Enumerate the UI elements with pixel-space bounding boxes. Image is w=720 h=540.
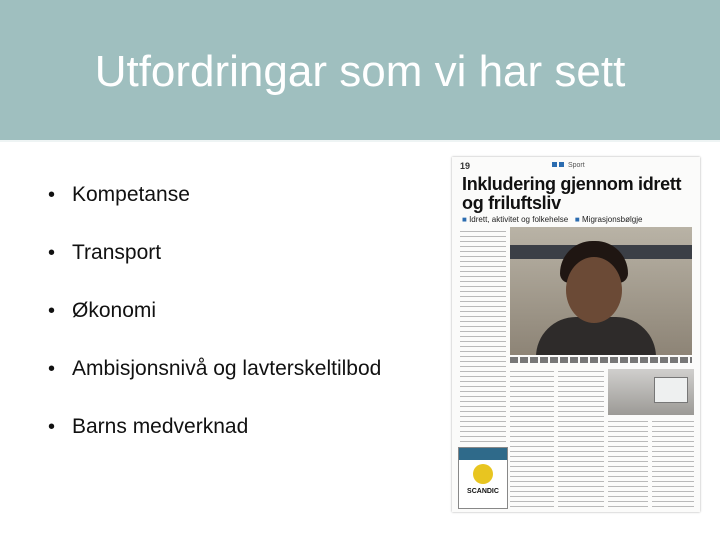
bullet-list (48, 182, 381, 472)
bullet-text: Barns medverknad (72, 415, 249, 438)
ad-logo: SCANDIC (467, 488, 499, 495)
bullet-text: Økonomi (72, 299, 157, 322)
header-divider (0, 140, 720, 142)
ad-banner (459, 448, 507, 460)
bullet-dot-icon: • (48, 184, 56, 206)
section-label (552, 162, 585, 169)
subtitle-right: Migrasjonsbølgje (582, 215, 643, 224)
photo-caption (510, 357, 692, 363)
newspaper-clipping (452, 157, 700, 512)
bullet-dot-icon: • (48, 242, 56, 264)
text-column (460, 229, 506, 443)
text-column (558, 369, 604, 509)
bullet-item (48, 298, 381, 356)
presentation-photo (608, 369, 694, 415)
square-icon (552, 162, 557, 167)
article-subtitle: ■ Idrett, aktivitet og folkehelse ■ Migrasjonsbølgje (462, 215, 643, 224)
text-column (608, 419, 648, 509)
section-text: Sport (567, 162, 585, 169)
portrait-photo (510, 227, 692, 355)
bullet-item (48, 182, 381, 240)
slide-header (0, 0, 720, 142)
bullet-item (48, 356, 381, 414)
bullet-text: Transport (72, 241, 162, 264)
article-headline: Inkludering gjennom idrett og friluftsliv (462, 174, 682, 213)
square-icon (559, 162, 564, 167)
hotel-ad (458, 447, 508, 509)
page-number: 19 (460, 161, 471, 171)
bullet-dot-icon: • (48, 300, 56, 322)
bullet-dot-icon: • (48, 358, 56, 380)
subtitle-left: Idrett, aktivitet og folkehelse (469, 215, 569, 224)
bullet-text: Kompetanse (72, 183, 190, 206)
bullet-item (48, 240, 381, 298)
bullet-item (48, 414, 381, 472)
bullet-text: Ambisjonsnivå og lavterskeltilbod (72, 357, 382, 380)
discount-badge-icon (473, 464, 493, 484)
bullet-dot-icon: • (48, 416, 56, 438)
text-column (652, 419, 694, 509)
text-column (510, 369, 554, 509)
slide-title: Utfordringar som vi har sett (94, 47, 626, 96)
projector-screen (654, 377, 688, 403)
photo-face (566, 257, 622, 323)
